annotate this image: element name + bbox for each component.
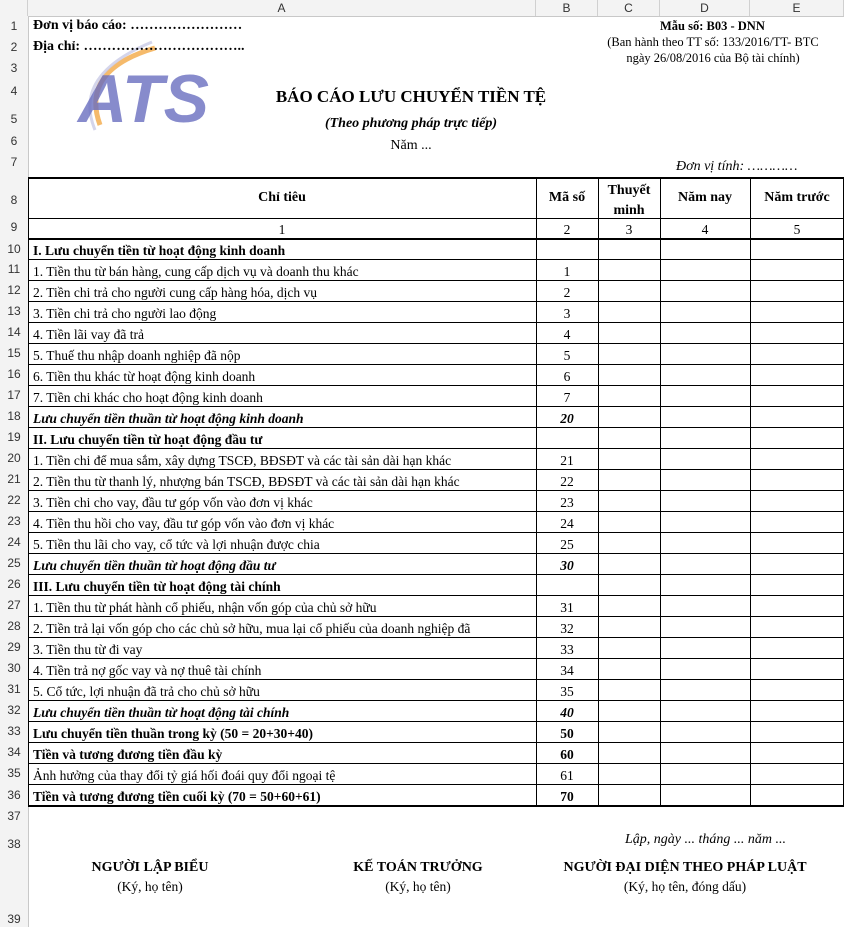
grid-line	[28, 280, 844, 281]
row-number[interactable]: 20	[7, 451, 21, 465]
page-title: BÁO CÁO LƯU CHUYỂN TIỀN TỆ	[275, 87, 547, 106]
row-number[interactable]: 9	[10, 220, 18, 234]
grid-line	[28, 616, 844, 617]
grid-line	[28, 177, 844, 179]
row-number[interactable]: 32	[7, 703, 21, 717]
row-label[interactable]: 4. Tiền trả nợ gốc vay và nợ thuê tài chính	[33, 663, 262, 678]
row-number[interactable]: 10	[7, 242, 21, 256]
row-number[interactable]: 14	[7, 325, 21, 339]
column-header-c[interactable]: C	[598, 0, 660, 16]
header-num-5: 5	[793, 222, 801, 237]
row-number[interactable]: 13	[7, 304, 21, 318]
row-number[interactable]: 18	[7, 409, 21, 423]
row-code[interactable]: 30	[560, 558, 574, 573]
grid-line	[28, 427, 844, 428]
header-num-1: 1	[278, 222, 286, 237]
row-label[interactable]: 3. Tiền thu từ đi vay	[33, 642, 143, 657]
row-label[interactable]: II. Lưu chuyển tiền từ hoạt động đầu tư	[33, 432, 263, 447]
row-number[interactable]: 36	[7, 788, 21, 802]
row-number[interactable]: 6	[10, 134, 18, 148]
row-number[interactable]: 19	[7, 430, 21, 444]
grid-line	[28, 742, 844, 743]
row-label[interactable]: 2. Tiền thu từ thanh lý, nhượng bán TSCĐ, BĐSĐT và các tài sản dài hạn khác	[33, 474, 460, 489]
row-code[interactable]: 31	[560, 600, 574, 615]
row-label[interactable]: 7. Tiền chi khác cho hoạt động kinh doanh	[33, 390, 263, 405]
grid-line	[28, 595, 844, 596]
header-nam-nay: Năm nay	[677, 190, 733, 205]
row-label[interactable]: 5. Tiền thu lãi cho vay, cổ tức và lợi nhuận được chia	[33, 537, 320, 552]
report-year: Năm ...	[390, 138, 432, 153]
row-label[interactable]: Lưu chuyển tiền thuần từ hoạt động kinh doanh	[33, 411, 304, 426]
row-label[interactable]: 4. Tiền lãi vay đã trả	[33, 327, 144, 342]
row-code[interactable]: 20	[560, 411, 574, 426]
row-number[interactable]: 21	[7, 472, 21, 486]
row-number[interactable]: 37	[7, 809, 21, 823]
signer-preparer-title: NGƯỜI LẬP BIỂU	[91, 860, 209, 875]
row-code[interactable]: 3	[563, 306, 571, 321]
row-number[interactable]: 35	[7, 766, 21, 780]
select-all-corner[interactable]	[0, 0, 28, 16]
row-number[interactable]: 31	[7, 682, 21, 696]
column-header-d[interactable]: D	[660, 0, 750, 16]
grid-line	[28, 385, 844, 386]
row-code[interactable]: 40	[560, 705, 574, 720]
grid-line	[28, 511, 844, 512]
row-label[interactable]: 5. Thuế thu nhập doanh nghiệp đã nộp	[33, 348, 241, 363]
row-code[interactable]: 4	[563, 327, 571, 342]
row-number[interactable]: 4	[10, 84, 18, 98]
row-label[interactable]: 3. Tiền chi cho vay, đầu tư góp vốn vào đơn vị khác	[33, 495, 313, 510]
currency-unit: Đơn vị tính: …………	[676, 159, 798, 174]
issued-line-1: (Ban hành theo TT số: 133/2016/TT- BTC	[607, 35, 819, 49]
row-label[interactable]: 1. Tiền thu từ bán hàng, cung cấp dịch vụ và doanh thu khác	[33, 264, 359, 279]
grid-line	[28, 490, 844, 491]
column-header-a[interactable]: A	[28, 0, 536, 16]
column-header-bar	[0, 0, 844, 17]
row-code[interactable]: 21	[560, 453, 574, 468]
signer-accountant-note: (Ký, họ tên)	[385, 879, 451, 894]
grid-line	[28, 469, 844, 470]
grid-line	[536, 177, 537, 807]
grid-line	[28, 238, 844, 240]
row-label[interactable]: Ảnh hưởng của thay đổi tỷ giá hối đoái quy đổi ngoại tệ	[33, 768, 336, 783]
row-code[interactable]: 33	[560, 642, 574, 657]
grid-line	[28, 637, 844, 638]
row-number[interactable]: 12	[7, 283, 21, 297]
unit-label: Đơn vị báo cáo: ……………………	[33, 18, 243, 33]
row-code[interactable]: 5	[563, 348, 571, 363]
grid-line	[660, 177, 661, 807]
row-label[interactable]: 3. Tiền chi trả cho người lao động	[33, 306, 217, 321]
row-number[interactable]: 17	[7, 388, 21, 402]
grid-line	[28, 218, 844, 219]
grid-line	[28, 553, 844, 554]
row-number[interactable]: 8	[10, 193, 18, 207]
row-label[interactable]: 2. Tiền trả lại vốn góp cho các chủ sở hữu, mua lại cổ phiếu của doanh nghiệp đã	[33, 621, 471, 636]
signer-preparer-note: (Ký, họ tên)	[117, 879, 183, 894]
form-number: Mẫu số: B03 - DNN	[660, 19, 765, 33]
row-number[interactable]: 28	[7, 619, 21, 633]
row-number[interactable]: 27	[7, 598, 21, 612]
grid-line	[28, 406, 844, 407]
row-label[interactable]: 2. Tiền chi trả cho người cung cấp hàng hóa, dịch vụ	[33, 285, 318, 300]
row-number[interactable]: 29	[7, 640, 21, 654]
grid-line	[28, 763, 844, 764]
row-number[interactable]: 39	[7, 912, 21, 926]
row-label[interactable]: Lưu chuyển tiền thuần trong kỳ (50 = 20+30+40)	[33, 726, 313, 741]
row-label[interactable]: Tiền và tương đương tiền đầu kỳ	[33, 747, 223, 762]
row-number[interactable]: 15	[7, 346, 21, 360]
row-number[interactable]: 24	[7, 535, 21, 549]
row-code[interactable]: 70	[560, 789, 574, 804]
row-number[interactable]: 26	[7, 577, 21, 591]
row-number[interactable]: 34	[7, 745, 21, 759]
row-number[interactable]: 1	[10, 19, 18, 33]
row-label[interactable]: 1. Tiền thu từ phát hành cổ phiếu, nhận vốn góp của chủ sở hữu	[33, 600, 377, 615]
grid-line	[28, 784, 844, 785]
column-header-e[interactable]: E	[750, 0, 844, 16]
row-number[interactable]: 33	[7, 724, 21, 738]
row-code[interactable]: 6	[563, 369, 571, 384]
grid-line	[28, 322, 844, 323]
header-ma-so: Mã số	[548, 190, 586, 205]
row-label[interactable]: 5. Cổ tức, lợi nhuận đã trả cho chủ sở hữu	[33, 684, 260, 699]
grid-line	[28, 259, 844, 260]
date-line: Lập, ngày ... tháng ... năm ...	[625, 832, 786, 847]
header-nam-truoc: Năm trước	[764, 190, 830, 205]
logo-text: ATS	[78, 61, 209, 137]
issued-line-2: ngày 26/08/2016 của Bộ tài chính)	[626, 51, 800, 65]
signer-legal-rep-title: NGƯỜI ĐẠI DIỆN THEO PHÁP LUẬT	[563, 860, 807, 875]
row-code[interactable]: 35	[560, 684, 574, 699]
row-label[interactable]: Lưu chuyển tiền thuần từ hoạt động đầu tư	[33, 558, 276, 573]
row-code[interactable]: 34	[560, 663, 574, 678]
row-number[interactable]: 22	[7, 493, 21, 507]
row-label[interactable]: III. Lưu chuyển tiền từ hoạt động tài chính	[33, 579, 281, 594]
grid-line	[28, 721, 844, 722]
grid-line	[28, 658, 844, 659]
row-code[interactable]: 25	[560, 537, 574, 552]
row-code[interactable]: 2	[563, 285, 571, 300]
grid-line	[750, 177, 751, 807]
column-header-b[interactable]: B	[536, 0, 598, 16]
row-code[interactable]: 7	[563, 390, 571, 405]
row-number[interactable]: 3	[10, 61, 18, 75]
grid-line	[28, 301, 844, 302]
row-label[interactable]: Tiền và tương đương tiền cuối kỳ (70 = 50+60+61)	[33, 789, 321, 804]
row-number[interactable]: 16	[7, 367, 21, 381]
grid-line	[28, 532, 844, 533]
header-thuyet-minh: Thuyết minh	[607, 183, 651, 218]
row-number[interactable]: 25	[7, 556, 21, 570]
grid-line	[598, 177, 599, 807]
header-num-3: 3	[625, 222, 633, 237]
grid-line	[28, 364, 844, 365]
signer-legal-rep-note: (Ký, họ tên, đóng dấu)	[623, 879, 747, 894]
row-code[interactable]: 23	[560, 495, 574, 510]
grid-line	[28, 574, 844, 575]
row-code[interactable]: 22	[560, 474, 574, 489]
grid-line	[28, 679, 844, 680]
row-code[interactable]: 32	[560, 621, 574, 636]
row-number[interactable]: 38	[7, 837, 21, 851]
grid-line	[28, 805, 844, 807]
row-code[interactable]: 1	[563, 264, 571, 279]
row-number[interactable]: 7	[10, 155, 18, 169]
header-num-4: 4	[701, 222, 709, 237]
signer-accountant-title: KẾ TOÁN TRƯỞNG	[353, 860, 483, 875]
row-code[interactable]: 60	[560, 747, 574, 762]
row-label[interactable]: 4. Tiền thu hồi cho vay, đầu tư góp vốn vào đơn vị khác	[33, 516, 335, 531]
row-number[interactable]: 23	[7, 514, 21, 528]
row-number[interactable]: 2	[10, 40, 18, 54]
grid-line	[28, 700, 844, 701]
row-code[interactable]: 24	[560, 516, 574, 531]
row-code[interactable]: 50	[560, 726, 574, 741]
page-subtitle: (Theo phương pháp trực tiếp)	[324, 116, 498, 131]
row-label[interactable]: Lưu chuyển tiền thuần từ hoạt động tài chính	[33, 705, 290, 720]
header-chi-tieu: Chỉ tiêu	[258, 190, 306, 205]
row-number[interactable]: 11	[7, 262, 21, 276]
header-num-2: 2	[563, 222, 571, 237]
row-number[interactable]: 30	[7, 661, 21, 675]
row-label[interactable]: 6. Tiền thu khác từ hoạt động kinh doanh	[33, 369, 256, 384]
grid-line	[28, 448, 844, 449]
row-number[interactable]: 5	[10, 112, 18, 126]
grid-line	[28, 343, 844, 344]
row-code[interactable]: 61	[560, 768, 574, 783]
grid-line	[28, 177, 29, 807]
row-label[interactable]: 1. Tiền chi để mua sắm, xây dựng TSCĐ, BĐSĐT và các tài sản dài hạn khác	[33, 453, 452, 468]
address-label: Địa chỉ: ……………………………..	[33, 39, 245, 54]
row-label[interactable]: I. Lưu chuyển tiền từ hoạt động kinh doanh	[33, 243, 286, 258]
